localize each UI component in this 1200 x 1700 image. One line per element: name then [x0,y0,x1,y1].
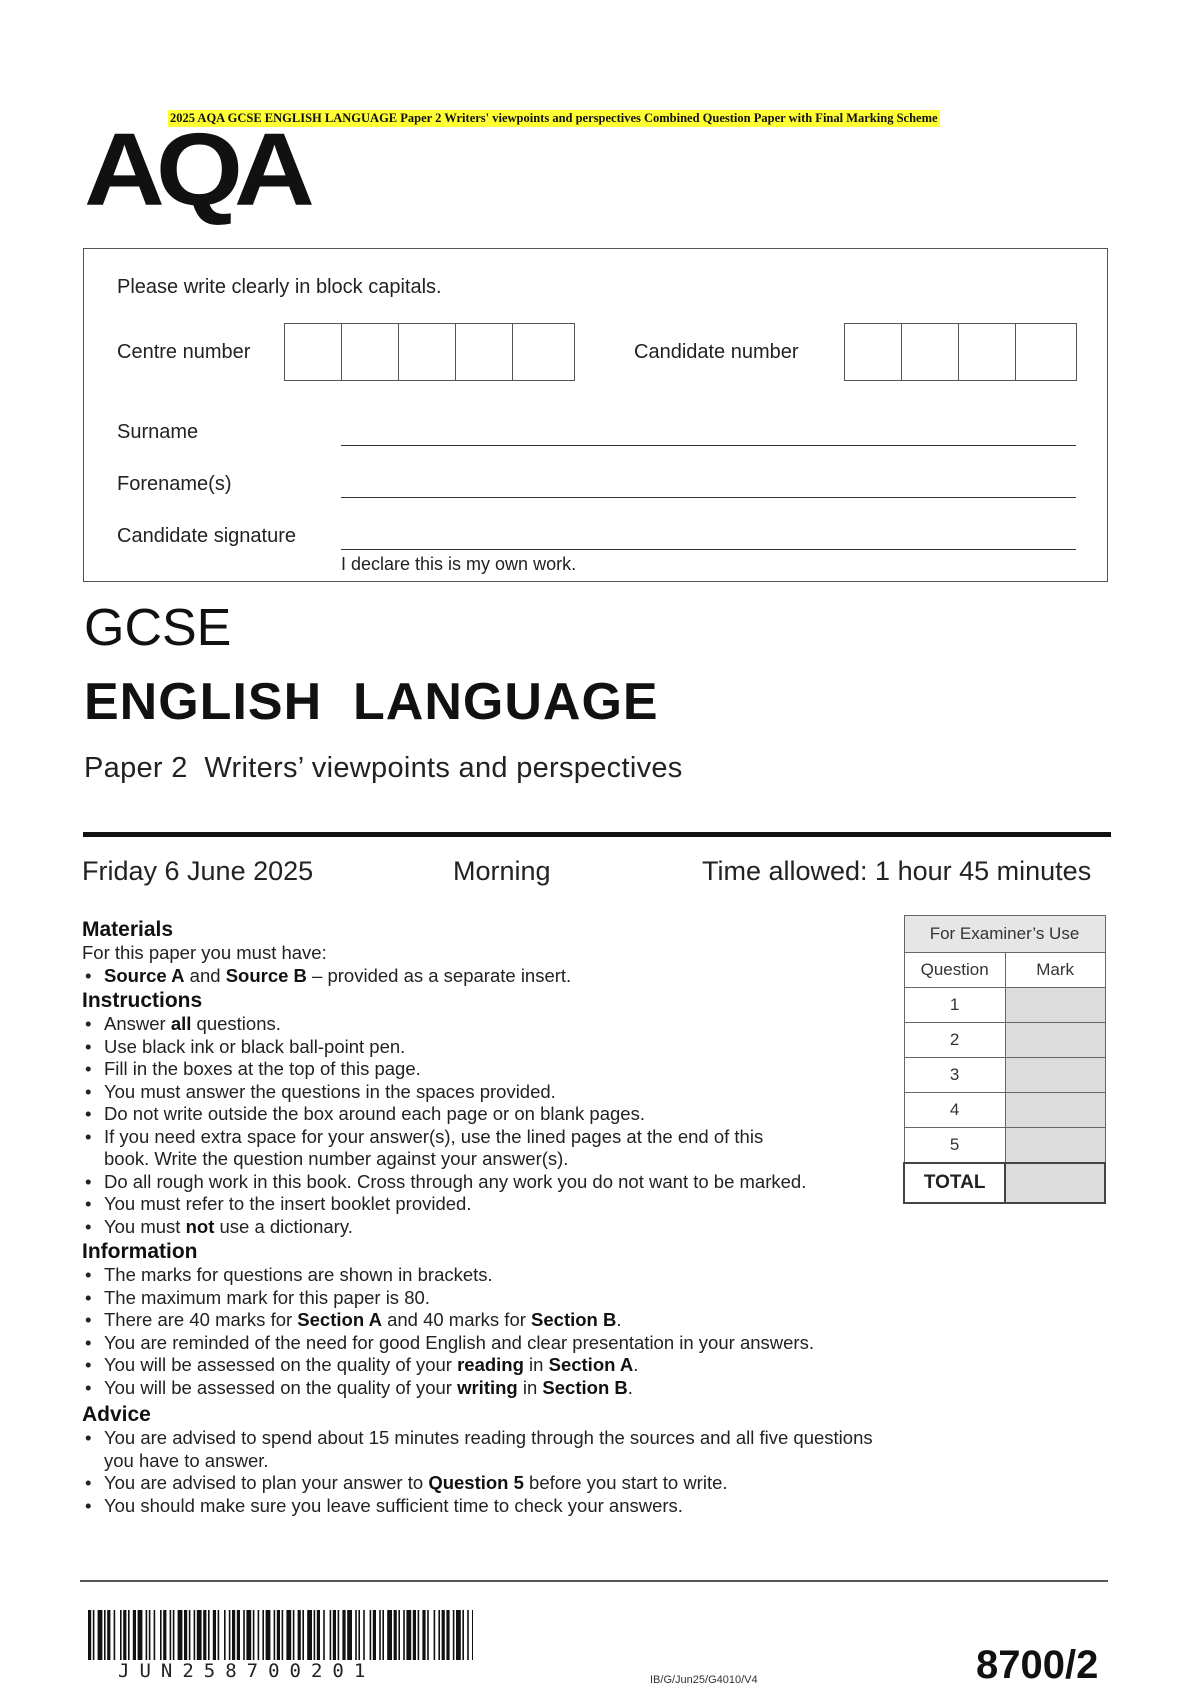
centre-digit-box[interactable] [513,324,570,380]
list-item: • You must answer the questions in the spaces provided. [82,1081,902,1104]
footer-divider [80,1580,1108,1582]
list-item: • There are 40 marks for Section A and 40 marks for Section B. [82,1309,902,1332]
surname-line[interactable] [341,445,1076,446]
question-number: 2 [904,1023,1005,1058]
advice-heading: Advice [82,1403,151,1426]
document-title-banner: 2025 AQA GCSE ENGLISH LANGUAGE Paper 2 Writers' viewpoints and perspectives Combined Question Paper with Final Marking Scheme [170,111,938,125]
list-item: • You must not use a dictionary. [82,1216,902,1239]
centre-digit-box[interactable] [285,324,342,380]
candidate-number-boxes[interactable] [844,323,1077,381]
signature-label: Candidate signature [117,525,297,547]
total-mark-cell [1005,1163,1105,1203]
centre-digit-box[interactable] [342,324,399,380]
question-number: 5 [904,1128,1005,1163]
list-item: • You will be assessed on the quality of your reading in Section A. [82,1354,902,1377]
list-item: • Do all rough work in this book. Cross through any work you do not want to be marked. [82,1171,812,1194]
question-column-header: Question [904,953,1005,988]
title-divider [83,832,1111,837]
qualification-level: GCSE [84,599,232,657]
centre-digit-box[interactable] [399,324,456,380]
barcode-number: JUN258700201 [118,1660,376,1682]
candidate-digit-box[interactable] [959,324,1016,380]
candidate-number-label: Candidate number [634,341,799,363]
examiners-use-title: For Examiner’s Use [904,916,1105,953]
list-item: • You are reminded of the need for good English and clear presentation in your answers. [82,1332,902,1355]
barcode-icon [88,1610,473,1660]
list-item: • The maximum mark for this paper is 80. [82,1287,902,1310]
list-item: • Answer all questions. [82,1013,902,1036]
question-number: 4 [904,1093,1005,1128]
paper-title: Paper 2 Writers’ viewpoints and perspectives [84,752,683,784]
question-number: 1 [904,988,1005,1023]
mark-cell [1005,1093,1105,1128]
candidate-digit-box[interactable] [1016,324,1073,380]
list-item: • Source A and Source B – provided as a separate insert. [82,965,902,988]
paper-code: 8700/2 [976,1643,1099,1687]
subject-title: ENGLISH LANGUAGE [84,673,659,731]
instructions-heading: Instructions [82,989,203,1012]
declaration-text: I declare this is my own work. [341,554,577,574]
table-row [904,1058,1105,1093]
information-heading: Information [82,1240,198,1263]
centre-number-boxes[interactable] [284,323,575,381]
list-item: • You are advised to spend about 15 minutes reading through the sources and all five questions you have to answer. [82,1427,902,1472]
mark-cell [1005,1058,1105,1093]
centre-digit-box[interactable] [456,324,513,380]
signature-line[interactable] [341,549,1076,550]
table-row [904,1128,1105,1163]
examiners-use-table [903,915,1106,1204]
exam-session: Morning [453,856,551,886]
list-item: • You will be assessed on the quality of your writing in Section B. [82,1377,902,1400]
list-item: • You are advised to plan your answer to Question 5 before you start to write. [82,1472,902,1495]
forename-line[interactable] [341,497,1076,498]
list-item: • You should make sure you leave sufficient time to check your answers. [82,1495,902,1518]
list-item: • Use black ink or black ball-point pen. [82,1036,902,1059]
mark-column-header: Mark [1005,953,1105,988]
question-number: 3 [904,1058,1005,1093]
candidate-details-box [83,248,1108,582]
surname-label: Surname [117,421,199,443]
candidate-digit-box[interactable] [845,324,902,380]
time-allowed: Time allowed: 1 hour 45 minutes [702,856,1092,886]
total-row [904,1163,1105,1203]
candidate-digit-box[interactable] [902,324,959,380]
mark-cell [1005,1023,1105,1058]
forename-label: Forename(s) [117,473,232,495]
list-item: • If you need extra space for your answer(s), use the lined pages at the end of this book. Write the question number against your answer(s). [82,1126,802,1171]
materials-intro: For this paper you must have: [82,942,327,963]
front-cover-content [82,916,902,1517]
materials-list [82,965,902,988]
total-label: TOTAL [904,1163,1005,1203]
list-item: • Fill in the boxes at the top of this page. [82,1058,902,1081]
table-row [904,988,1105,1023]
information-list [82,1264,902,1399]
mark-cell [1005,1128,1105,1163]
list-item: • The marks for questions are shown in brackets. [82,1264,902,1287]
instructions-list [82,1013,902,1238]
list-item: • Do not write outside the box around each page or on blank pages. [82,1103,902,1126]
exam-date: Friday 6 June 2025 [82,856,314,886]
mark-cell [1005,988,1105,1023]
aqa-logo: AQA [84,111,306,227]
list-item: • You must refer to the insert booklet provided. [82,1193,902,1216]
table-row [904,1023,1105,1058]
document-reference: IB/G/Jun25/G4010/V4 [650,1674,758,1686]
materials-heading: Materials [82,918,174,941]
table-row [904,1093,1105,1128]
advice-list [82,1427,902,1517]
centre-number-label: Centre number [117,341,251,363]
block-capitals-instruction: Please write clearly in block capitals. [117,276,442,298]
